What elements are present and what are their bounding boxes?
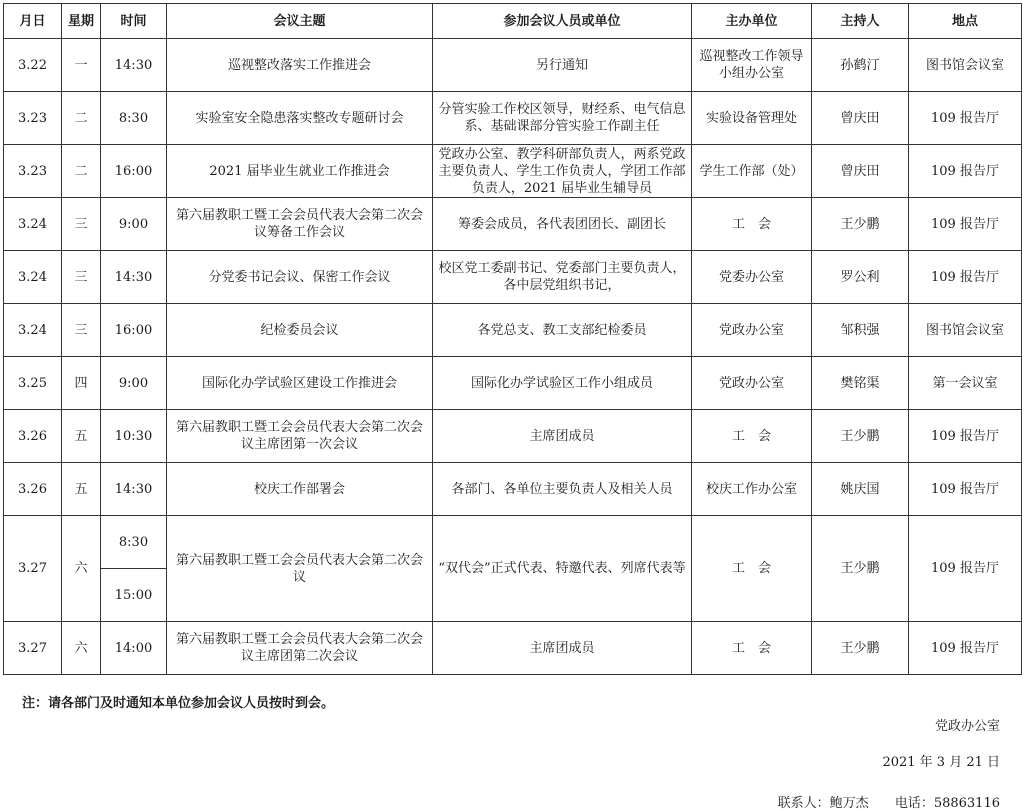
cell-attendees: 另行通知 bbox=[433, 39, 692, 92]
header-host: 主持人 bbox=[812, 4, 909, 39]
cell-topic: 巡视整改落实工作推进会 bbox=[167, 39, 433, 92]
cell-attendees: 分管实验工作校区领导，财经系、电气信息系、基础课部分管实验工作副主任 bbox=[433, 92, 692, 145]
cell-topic: 校庆工作部署会 bbox=[167, 463, 433, 516]
cell-organizer: 巡视整改工作领导小组办公室 bbox=[692, 39, 812, 92]
cell-location: 109 报告厅 bbox=[909, 410, 1022, 463]
cell-date: 3.26 bbox=[4, 410, 62, 463]
contact-person: 联系人：鲍万杰 bbox=[777, 796, 869, 811]
cell-time: 16:00 bbox=[101, 304, 167, 357]
table-row-merged bbox=[4, 516, 1022, 569]
cell-organizer: 工 会 bbox=[692, 622, 812, 675]
header-topic: 会议主题 bbox=[167, 4, 433, 39]
cell-time: 8:30 bbox=[101, 92, 167, 145]
cell-date: 3.23 bbox=[4, 92, 62, 145]
cell-host: 孙鹤汀 bbox=[812, 39, 909, 92]
contact-line bbox=[778, 792, 1000, 811]
cell-weekday: 五 bbox=[62, 410, 101, 463]
cell-host: 樊铭渠 bbox=[812, 357, 909, 410]
cell-organizer: 学生工作部（处） bbox=[692, 145, 812, 198]
table-row bbox=[4, 622, 1022, 675]
cell-weekday: 三 bbox=[62, 198, 101, 251]
header-organizer: 主办单位 bbox=[692, 4, 812, 39]
header-row bbox=[4, 4, 1022, 39]
cell-location: 109 报告厅 bbox=[909, 251, 1022, 304]
cell-time: 16:00 bbox=[101, 145, 167, 198]
cell-topic: 第六届教职工暨工会会员代表大会第二次会议 bbox=[167, 516, 433, 622]
cell-organizer: 党委办公室 bbox=[692, 251, 812, 304]
cell-time: 15:00 bbox=[101, 569, 167, 622]
cell-location: 109 报告厅 bbox=[909, 463, 1022, 516]
header-time: 时间 bbox=[101, 4, 167, 39]
cell-attendees: 各部门、各单位主要负责人及相关人员 bbox=[433, 463, 692, 516]
cell-weekday: 二 bbox=[62, 145, 101, 198]
cell-topic: 第六届教职工暨工会会员代表大会第二次会议筹备工作会议 bbox=[167, 198, 433, 251]
cell-time: 9:00 bbox=[101, 357, 167, 410]
cell-time: 14:30 bbox=[101, 463, 167, 516]
cell-location: 109 报告厅 bbox=[909, 198, 1022, 251]
cell-location: 109 报告厅 bbox=[909, 92, 1022, 145]
cell-attendees: 主席团成员 bbox=[433, 622, 692, 675]
cell-weekday: 六 bbox=[62, 622, 101, 675]
contact-phone: 电话：58863116 bbox=[894, 796, 1000, 811]
cell-weekday: 一 bbox=[62, 39, 101, 92]
cell-attendees: 校区党工委副书记、党委部门主要负责人，各中层党组织书记， bbox=[433, 251, 692, 304]
cell-topic: 第六届教职工暨工会会员代表大会第二次会议主席团第二次会议 bbox=[167, 622, 433, 675]
cell-date: 3.23 bbox=[4, 145, 62, 198]
cell-topic: 第六届教职工暨工会会员代表大会第二次会议主席团第一次会议 bbox=[167, 410, 433, 463]
header-location: 地点 bbox=[909, 4, 1022, 39]
cell-host: 曾庆田 bbox=[812, 145, 909, 198]
cell-time: 10:30 bbox=[101, 410, 167, 463]
cell-attendees: 各党总支、教工支部纪检委员 bbox=[433, 304, 692, 357]
cell-attendees: 主席团成员 bbox=[433, 410, 692, 463]
cell-topic: 国际化办学试验区建设工作推进会 bbox=[167, 357, 433, 410]
table-row bbox=[4, 251, 1022, 304]
table-row bbox=[4, 198, 1022, 251]
table-row bbox=[4, 357, 1022, 410]
cell-location: 图书馆会议室 bbox=[909, 304, 1022, 357]
cell-topic: 纪检委员会议 bbox=[167, 304, 433, 357]
cell-attendees: “双代会”正式代表、特邀代表、列席代表等 bbox=[433, 516, 692, 622]
table-row bbox=[4, 39, 1022, 92]
cell-time: 14:30 bbox=[101, 251, 167, 304]
cell-host: 罗公利 bbox=[812, 251, 909, 304]
cell-weekday: 六 bbox=[62, 516, 101, 622]
cell-host: 曾庆田 bbox=[812, 92, 909, 145]
cell-location: 第一会议室 bbox=[909, 357, 1022, 410]
cell-weekday: 四 bbox=[62, 357, 101, 410]
cell-date: 3.22 bbox=[4, 39, 62, 92]
header-weekday: 星期 bbox=[62, 4, 101, 39]
table-row bbox=[4, 304, 1022, 357]
table-row bbox=[4, 145, 1022, 198]
cell-topic: 2021 届毕业生就业工作推进会 bbox=[167, 145, 433, 198]
table-row bbox=[4, 410, 1022, 463]
cell-organizer: 党政办公室 bbox=[692, 357, 812, 410]
cell-organizer: 校庆工作办公室 bbox=[692, 463, 812, 516]
cell-location: 图书馆会议室 bbox=[909, 39, 1022, 92]
cell-time: 14:00 bbox=[101, 622, 167, 675]
cell-date: 3.26 bbox=[4, 463, 62, 516]
cell-host: 王少鹏 bbox=[812, 516, 909, 622]
cell-weekday: 三 bbox=[62, 304, 101, 357]
cell-date: 3.24 bbox=[4, 251, 62, 304]
table-row bbox=[4, 92, 1022, 145]
cell-date: 3.27 bbox=[4, 516, 62, 622]
cell-host: 姚庆国 bbox=[812, 463, 909, 516]
issue-date: 2021 年 3 月 21 日 bbox=[882, 755, 1000, 770]
cell-organizer: 工 会 bbox=[692, 198, 812, 251]
cell-time: 14:30 bbox=[101, 39, 167, 92]
header-attendees: 参加会议人员或单位 bbox=[433, 4, 692, 39]
header-date: 月日 bbox=[4, 4, 62, 39]
cell-date: 3.25 bbox=[4, 357, 62, 410]
cell-time: 9:00 bbox=[101, 198, 167, 251]
cell-location: 109 报告厅 bbox=[909, 145, 1022, 198]
meeting-schedule-table bbox=[3, 3, 1022, 675]
cell-attendees: 党政办公室、教学科研部负责人，两系党政主要负责人、学生工作负责人，学团工作部负责人，2021 届毕业生辅导员 bbox=[433, 145, 692, 198]
cell-attendees: 筹委会成员，各代表团团长、副团长 bbox=[433, 198, 692, 251]
cell-date: 3.24 bbox=[4, 198, 62, 251]
cell-organizer: 党政办公室 bbox=[692, 304, 812, 357]
cell-attendees: 国际化办学试验区工作小组成员 bbox=[433, 357, 692, 410]
footer-note: 注：请各部门及时通知本单位参加会议人员按时到会。 bbox=[22, 696, 335, 711]
table-row bbox=[4, 463, 1022, 516]
cell-host: 王少鹏 bbox=[812, 410, 909, 463]
cell-time: 8:30 bbox=[101, 516, 167, 569]
cell-topic: 分党委书记会议、保密工作会议 bbox=[167, 251, 433, 304]
issuer-name: 党政办公室 bbox=[934, 719, 1000, 734]
cell-date: 3.24 bbox=[4, 304, 62, 357]
cell-location: 109 报告厅 bbox=[909, 516, 1022, 622]
cell-location: 109 报告厅 bbox=[909, 622, 1022, 675]
cell-organizer: 工 会 bbox=[692, 516, 812, 622]
cell-organizer: 实验设备管理处 bbox=[692, 92, 812, 145]
cell-host: 王少鹏 bbox=[812, 198, 909, 251]
cell-date: 3.27 bbox=[4, 622, 62, 675]
cell-topic: 实验室安全隐患落实整改专题研讨会 bbox=[167, 92, 433, 145]
cell-weekday: 五 bbox=[62, 463, 101, 516]
cell-host: 邹积强 bbox=[812, 304, 909, 357]
cell-weekday: 三 bbox=[62, 251, 101, 304]
cell-weekday: 二 bbox=[62, 92, 101, 145]
cell-host: 王少鹏 bbox=[812, 622, 909, 675]
cell-organizer: 工 会 bbox=[692, 410, 812, 463]
